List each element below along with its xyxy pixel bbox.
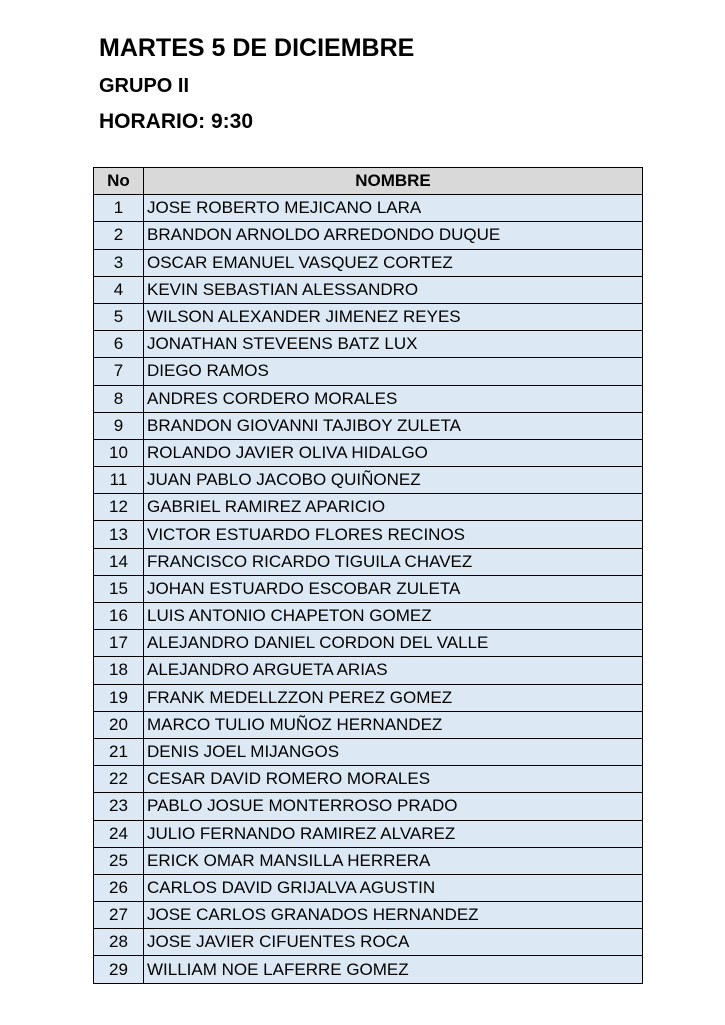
row-number: 18 [94,657,144,684]
row-number: 15 [94,575,144,602]
student-name: CESAR DAVID ROMERO MORALES [144,766,643,793]
student-name: PABLO JOSUE MONTERROSO PRADO [144,793,643,820]
student-name: DENIS JOEL MIJANGOS [144,738,643,765]
students-table [93,167,643,984]
table-row [94,276,643,303]
column-header-no: No [94,168,144,195]
table-row [94,711,643,738]
student-name: ROLANDO JAVIER OLIVA HIDALGO [144,439,643,466]
table-row [94,249,643,276]
student-name: OSCAR EMANUEL VASQUEZ CORTEZ [144,249,643,276]
row-number: 20 [94,711,144,738]
row-number: 23 [94,793,144,820]
student-name: VICTOR ESTUARDO FLORES RECINOS [144,521,643,548]
table-row [94,548,643,575]
student-name: WILLIAM NOE LAFERRE GOMEZ [144,956,643,983]
table-row [94,467,643,494]
student-name: WILSON ALEXANDER JIMENEZ REYES [144,303,643,330]
student-name: BRANDON ARNOLDO ARREDONDO DUQUE [144,222,643,249]
row-number: 29 [94,956,144,983]
table-row [94,439,643,466]
table-row [94,222,643,249]
table-row [94,684,643,711]
row-number: 7 [94,358,144,385]
row-number: 17 [94,630,144,657]
row-number: 16 [94,603,144,630]
table-row [94,874,643,901]
student-name: KEVIN SEBASTIAN ALESSANDRO [144,276,643,303]
table-header-row [94,168,643,195]
table-row [94,575,643,602]
row-number: 9 [94,412,144,439]
student-name: ALEJANDRO DANIEL CORDON DEL VALLE [144,630,643,657]
table-row [94,738,643,765]
row-number: 21 [94,738,144,765]
table-body [94,195,643,983]
student-name: JOSE ROBERTO MEJICANO LARA [144,195,643,222]
student-name: DIEGO RAMOS [144,358,643,385]
table-row [94,793,643,820]
table-row [94,847,643,874]
schedule-label: HORARIO: 9:30 [99,110,254,133]
student-name: BRANDON GIOVANNI TAJIBOY ZULETA [144,412,643,439]
group-label: GRUPO II [99,75,190,97]
row-number: 3 [94,249,144,276]
table-row [94,412,643,439]
student-name: GABRIEL RAMIREZ APARICIO [144,494,643,521]
student-name: FRANK MEDELLZZON PEREZ GOMEZ [144,684,643,711]
row-number: 24 [94,820,144,847]
student-name: JOSE JAVIER CIFUENTES ROCA [144,929,643,956]
table-row [94,385,643,412]
row-number: 27 [94,902,144,929]
table-row [94,331,643,358]
table-row [94,902,643,929]
row-number: 13 [94,521,144,548]
table-row [94,956,643,983]
table-row [94,494,643,521]
table-row [94,657,643,684]
student-name: MARCO TULIO MUÑOZ HERNANDEZ [144,711,643,738]
row-number: 6 [94,331,144,358]
table-row [94,766,643,793]
table-row [94,603,643,630]
student-name: LUIS ANTONIO CHAPETON GOMEZ [144,603,643,630]
row-number: 5 [94,303,144,330]
column-header-name: NOMBRE [144,168,643,195]
table-row [94,195,643,222]
row-number: 1 [94,195,144,222]
row-number: 19 [94,684,144,711]
row-number: 26 [94,874,144,901]
table-row [94,303,643,330]
row-number: 4 [94,276,144,303]
table-row [94,630,643,657]
student-name: ANDRES CORDERO MORALES [144,385,643,412]
row-number: 14 [94,548,144,575]
student-name: CARLOS DAVID GRIJALVA AGUSTIN [144,874,643,901]
table-row [94,820,643,847]
student-name: FRANCISCO RICARDO TIGUILA CHAVEZ [144,548,643,575]
student-name: JULIO FERNANDO RAMIREZ ALVAREZ [144,820,643,847]
row-number: 12 [94,494,144,521]
page-title: MARTES 5 DE DICIEMBRE [99,34,415,62]
row-number: 28 [94,929,144,956]
table-row [94,929,643,956]
row-number: 8 [94,385,144,412]
row-number: 25 [94,847,144,874]
student-name: JOSE CARLOS GRANADOS HERNANDEZ [144,902,643,929]
table-row [94,358,643,385]
row-number: 11 [94,467,144,494]
row-number: 22 [94,766,144,793]
student-name: JUAN PABLO JACOBO QUIÑONEZ [144,467,643,494]
student-name: ALEJANDRO ARGUETA ARIAS [144,657,643,684]
student-name: JONATHAN STEVEENS BATZ LUX [144,331,643,358]
row-number: 2 [94,222,144,249]
row-number: 10 [94,439,144,466]
student-name: ERICK OMAR MANSILLA HERRERA [144,847,643,874]
student-name: JOHAN ESTUARDO ESCOBAR ZULETA [144,575,643,602]
table-row [94,521,643,548]
